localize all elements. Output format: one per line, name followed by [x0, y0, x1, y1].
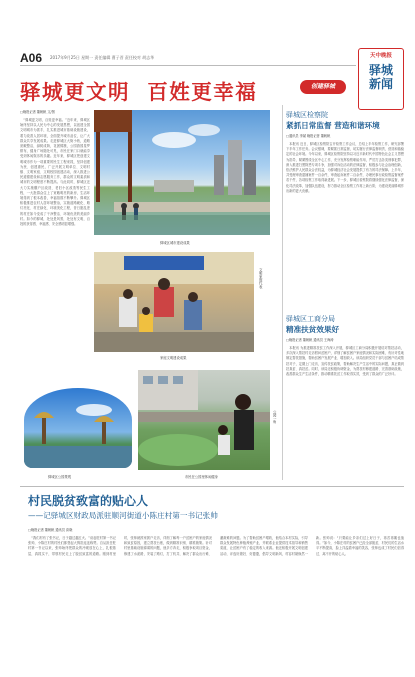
- bottom-story-subtitle: ——记驿城区财政局派驻顺河街道小陈庄村第一书记张帅: [28, 511, 218, 520]
- bottom-story-body: “我们村有了张书记，日子越过越红火。”谈起驻村第一书记张帅，小陈庄村的村民们都竖起大拇指连连称赞。自从担任驻村第一书记以来，张帅始终把群众的冷暖放在心上，扎根基层，真抓实干，带领村民走上了脱贫致富的道路。刚到村里时，张帅就挨家挨户走访，详细了解每一户贫困户的家庭情况和致贫原因，建立帮扶台账，做到精准识别、精准施策。针对村里基础设施薄弱的问题，他多方奔走，积极争取项目资金，修建了水泥路，安装了路灯，打了机井，解决了群众出行难、灌溉难的问题。为了帮助贫困户增收，他结合本村实际，引导群众发展特色种植养殖产业，并联系企业提供技术指导和销售渠道，让贫困户有了稳定的收入来源。他还积极开展文明创建活动，评选好媳妇、好婆婆，倡导文明新风，村容村貌焕然一新。张帅说：“只要能让乡亲们过上好日子，再苦再累也值得。”如今，小陈庄村的贫困户已经全部脱贫，村民们的生活水平不断提高，脸上洋溢着幸福的笑容，张帅也成了村民们信得过、离不开的贴心人。: [28, 536, 404, 556]
- section-title: 驿城新闻: [368, 63, 393, 91]
- stamp-top: 天中晚报: [369, 53, 392, 59]
- main-headline: 驿城更文明 百姓更幸福: [20, 80, 258, 104]
- bottom-story-title: 村民脱贫致富的贴心人: [28, 494, 149, 508]
- page-number: A06: [20, 51, 43, 65]
- lead-body: “驿城更文明，百姓更幸福。”近年来，驿城区始终坚持以人民为中心的发展思想，以创建全国文明城市为抓手，扎实推进城市基础设施建设，着力改善人居环境，全面提升城市品位，让广大群众共享发展成果。走进驿城区大街小巷，道路宽敞整洁，绿树成荫，花团锦簇，公园游园星罗棋布，健身广场随处可见，市民在家门口就能享受到休闲娱乐的乐趣。近年来，驿城区把创建文明城市作为一项重要的民生工程来抓，坚持创建为民、创建惠民，广泛开展文明单位、文明村镇、文明家庭、文明校园创建活动，深入推进公民道德建设和志愿服务工作，群众的文明素质和城市的文明程度不断提高。与此同时，驿城区还大力实施棚户区改造、老旧小区改造等民生工程，一大批群众住上了宽敞明亮的新房，生活环境得到了根本改善，幸福指数不断攀升。驿城区积极推进农村人居环境整治，实施道路硬化、路灯亮化、村庄绿化、环境美化工程，昔日脏乱差的村庄如今变成了干净整洁、环境优美的美丽乡村。如今的驿城，处处是风景，处处有文明，百姓的获得感、幸福感、安全感明显增强。: [20, 118, 90, 227]
- column-divider: [282, 105, 283, 480]
- garden-photo: [138, 370, 270, 470]
- date-line: 2017年9月25日 星期一 责任编辑 曹子晋 责任校对 胡志华: [50, 55, 155, 60]
- park-photo-caption: 驿城区公园景观: [48, 475, 72, 479]
- paper-stamp: [358, 48, 404, 110]
- headline-badge: [300, 80, 346, 94]
- family-photo-caption: 家庭文明建设成果: [160, 356, 187, 360]
- city-photo-caption: 驿城区城市建设成果: [160, 241, 190, 245]
- lead-byline: □晚报记者 董帆帆 文/图: [20, 110, 55, 114]
- right-top-byline: □通讯员 李斌 晚报记者 董帆帆: [286, 134, 331, 138]
- family-photo-vertical-caption: 文明家庭代表: [258, 268, 263, 289]
- garden-photo-caption: 市民在公园里休闲健身: [185, 475, 218, 479]
- right-bottom-body: 本报讯 为推进精准扶贫工作深入开展，驿城区工商分局积极开展结对帮扶活动，多次深入帮扶村走访慰问贫困户，详细了解贫困户家庭情况和实际困难，有针对性地制定帮扶措施，帮助贫困户发展产业、增加收入。该局组织党员干部与贫困户结成帮扶对子，定期上门走访，宣传扶贫政策，帮助解决生产生活中的实际问题，真正做到扶真贫、真扶贫。同时，该局还积极协调资金，为帮扶村修建道路、完善基础设施，改善群众生产生活条件，推动精准扶贫工作取得实效，受到了群众的广泛好评。: [286, 346, 404, 377]
- badge-label: 创建驿城: [310, 83, 335, 90]
- right-top-body: 本报讯 近日，驿城区检察院召开检察工作会议，总结上半年检察工作，研究部署下半年工作任务。会议强调，要紧抓日常监督，切实履行法律监督职责，营造和谐稳定的社会环境。今年以来，驿城区检察院坚持以习近平新时代中国特色社会主义思想为指导，紧紧围绕全区中心工作，充分发挥检察职能作用，严厉打击各类刑事犯罪，深入推进扫黑除恶专项斗争，加强对诉讼活动的法律监督，积极参与社会治理创新，依法维护人民群众合法权益，为驿城经济社会发展提供了有力的司法保障。上半年，共受理审查逮捕案件一百余件，审查起诉案件二百余件，办理民事行政检察监督案件若干件，各项检察工作取得新进展。下一步，驿城区检察院将继续强化法律监督，深化司法改革，加强队伍建设，努力推动全区检察工作再上新台阶，为建设美丽驿城作出新的更大贡献。: [286, 142, 404, 193]
- family-photo: [94, 252, 254, 352]
- bottom-story-byline: □晚报记者 董帆帆 通讯员 高晓: [28, 528, 73, 532]
- bottom-story-rule: [20, 486, 404, 487]
- right-bottom-byline: □晚报记者 董帆帆 通讯员 王海涛: [286, 338, 334, 342]
- garden-photo-vertical-caption: 公园一角: [272, 410, 277, 424]
- header-rule: [20, 65, 356, 66]
- right-top-title: 紧抓日常监督 营造和谐环境: [286, 121, 380, 130]
- city-photo: [94, 110, 270, 235]
- right-top-kicker: 驿城区检察院: [286, 111, 328, 119]
- right-bottom-kicker: 驿城区工商分局: [286, 315, 335, 323]
- park-photo: [24, 388, 132, 468]
- right-bottom-title: 精准扶贫效果好: [286, 325, 340, 334]
